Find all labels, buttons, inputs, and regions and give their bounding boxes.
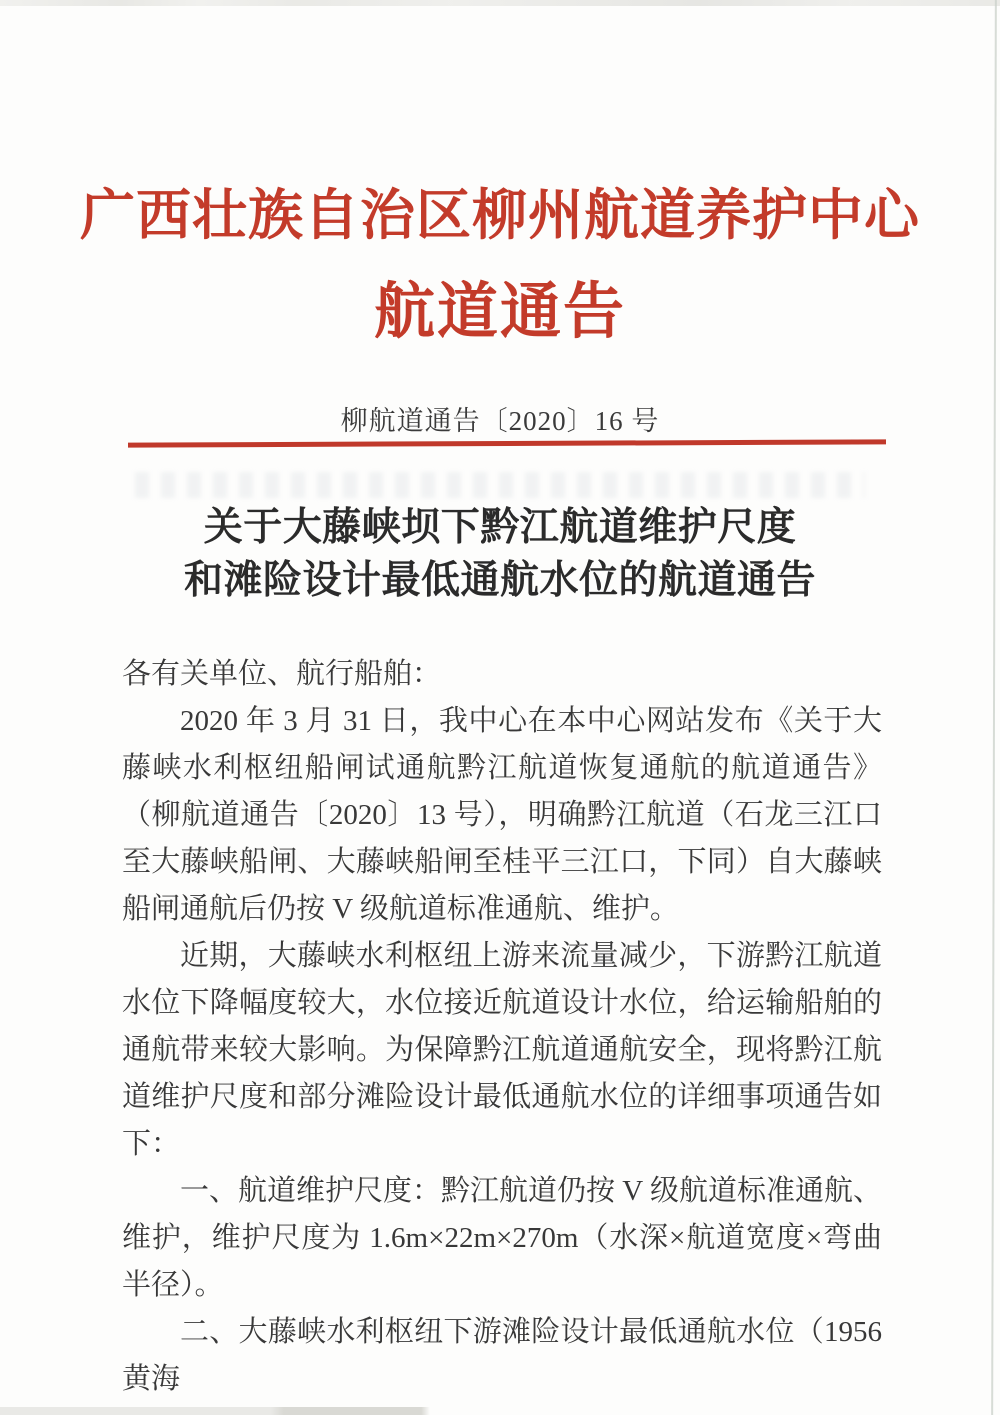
organization-title-line1: 广西壮族自治区柳州航道养护中心 — [79, 185, 920, 246]
organization-title-line2: 航道通告 — [373, 279, 626, 346]
scan-edge-artifact-top — [0, 0, 1000, 6]
body-paragraph-1: 2020 年 3 月 31 日，我中心在本中心网站发布《关于大藤峡水利枢纽船闸试通航黔江航道恢复通航的航道通告》（柳航道通告〔2020〕13 号），明确黔江航道（石龙三江口至大藤峡船闸、大藤峡船闸至桂平三江口，下同）自大藤峡船闸通航后仍按 V 级航道标准通航、维护。 — [122, 705, 882, 925]
notice-body — [122, 651, 882, 1403]
notice-title — [0, 501, 1000, 607]
body-paragraph-3: 一、航道维护尺度：黔江航道仍按 V 级航道标准通航、维护，维护尺度为 1.6m×22m×270m（水深×航道宽度×弯曲半径）。 — [122, 1175, 882, 1301]
body-paragraph-4: 二、大藤峡水利枢纽下游滩险设计最低通航水位（1956 黄海 — [122, 1316, 882, 1395]
scan-edge-artifact-bottom — [0, 1407, 430, 1415]
document-number: 柳航道通告〔2020〕16 号 — [340, 406, 660, 436]
notice-title-line2: 和滩险设计最低通航水位的航道通告 — [183, 559, 816, 602]
ink-bleed-through-artifact — [135, 472, 865, 498]
body-paragraph-2: 近期，大藤峡水利枢纽上游来流量减少，下游黔江航道水位下降幅度较大，水位接近航道设计水位，给运输船舶的通航带来较大影响。为保障黔江航道通航安全，现将黔江航道维护尺度和部分滩险设计最低通航水位的详细事项通告如下： — [122, 940, 882, 1160]
salutation: 各有关单位、航行船舶： — [122, 658, 442, 690]
notice-title-line1: 关于大藤峡坝下黔江航道维护尺度 — [203, 506, 797, 549]
letterhead-divider-rule — [128, 439, 886, 447]
